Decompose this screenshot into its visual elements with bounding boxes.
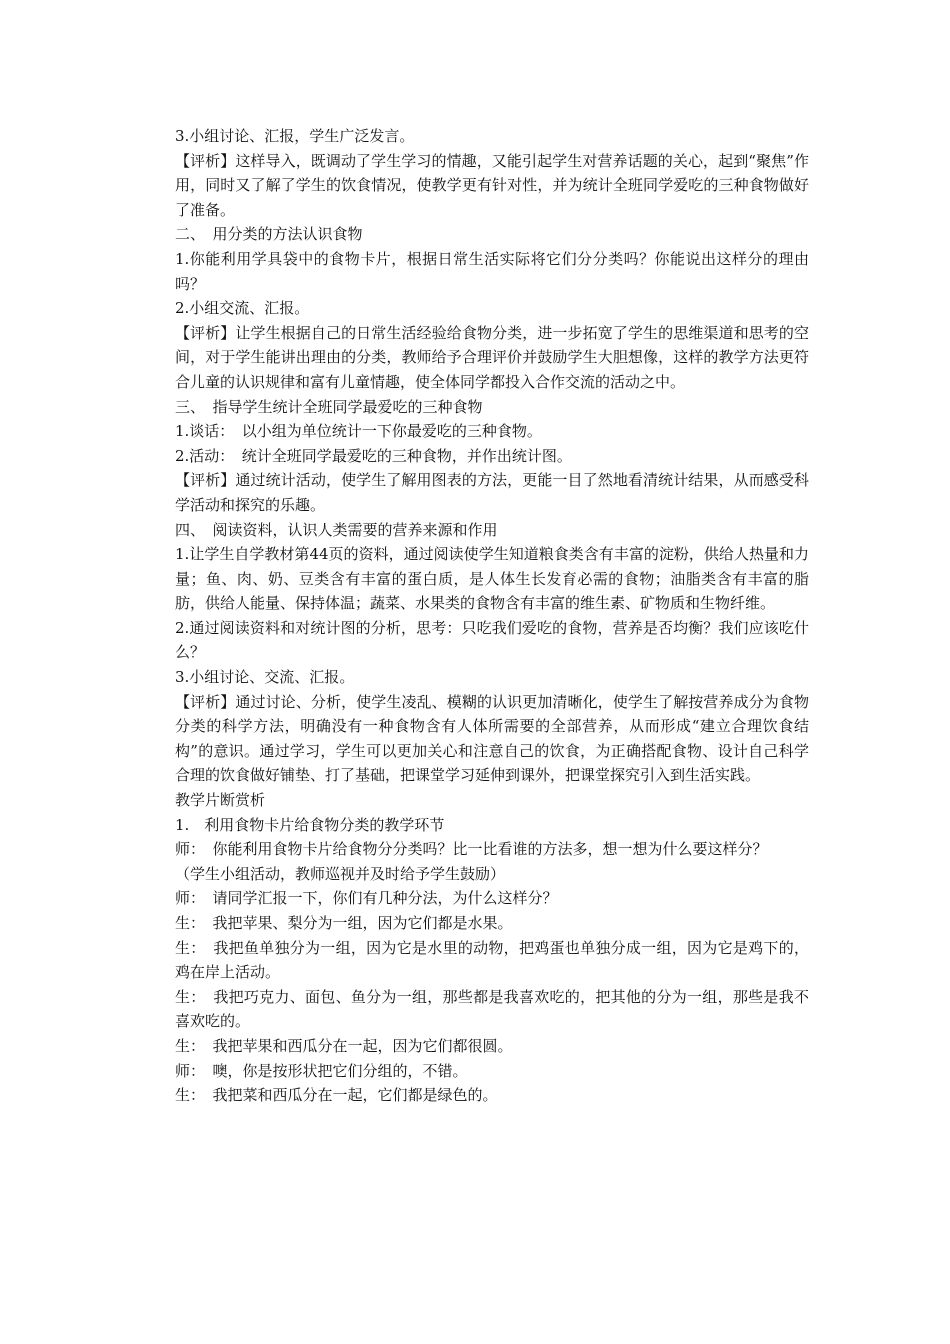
- dialogue-note: （学生小组活动，教师巡视并及时给予学生鼓励）: [175, 864, 506, 883]
- paragraph-think-balance: 2.通过阅读资料和对统计图的分析，思考：只吃我们爱吃的食物，营养是否均衡？我们应该吃什么？: [175, 618, 809, 662]
- dialogue-line: 生： 我把苹果、梨分为一组，因为它们都是水果。: [175, 914, 513, 932]
- dialogue-line: 师： 噢，你是按形状把它们分组的，不错。: [175, 1061, 468, 1080]
- paragraph-self-study: 1.让学生自学教材第44页的资料，通过阅读使学生知道粮食类含有丰富的淀粉，供给人热量和力量；鱼、肉、奶、豆类含有丰富的蛋白质，是人体生长发育必需的食物；油脂类含有丰富的脂肪，供给人能量、保持体温；蔬菜、水果类的食物含有丰富的维生素、矿物质和生物纤维。: [175, 545, 809, 613]
- paragraph-evaluation-classify: 【评析】让学生根据自己的日常生活经验给食物分类，进一步拓宽了学生的思维渠道和思考的空间，对于学生能讲出理由的分类，教师给予合理评价并鼓励学生大胆想像，这样的教学方法更符合儿童的认识规律和富有儿童情趣，使全体同学都投入合作交流的活动之中。: [175, 323, 809, 391]
- dialogue-line: 师： 请同学汇报一下，你们有几种分法，为什么这样分？: [175, 889, 558, 908]
- section-heading-4: 四、 阅读资料，认识人类需要的营养来源和作用: [175, 520, 498, 539]
- paragraph-activity: 2.活动： 统计全班同学最爱吃的三种食物，并作出统计图。: [175, 446, 572, 465]
- dialogue-line: 生： 我把苹果和西瓜分在一起，因为它们都很圆。: [175, 1036, 513, 1055]
- dialogue-line: 师： 你能利用食物卡片给食物分分类吗？比一比看谁的方法多，想一想为什么要这样分？: [175, 840, 768, 859]
- paragraph-talk: 1.谈话： 以小组为单位统计一下你最爱吃的三种食物。: [175, 422, 542, 441]
- section-heading-3: 三、 指导学生统计全班同学最爱吃的三种食物: [175, 397, 483, 416]
- dialogue-line: 生： 我把鱼单独分为一组，因为它是水里的动物，把鸡蛋也单独分成一组，因为它是鸡下的，鸡在岸上活动。: [175, 938, 809, 982]
- paragraph-group-discussion: 3.小组讨论、交流、汇报。: [175, 668, 355, 687]
- paragraph-group-exchange: 2.小组交流、汇报。: [175, 299, 310, 318]
- dialogue-line: 生： 我把菜和西瓜分在一起，它们都是绿色的。: [175, 1086, 498, 1105]
- paragraph-evaluation-statistics: 【评析】通过统计活动，使学生了解用图表的方法，更能一目了然地看清统计结果，从而感受科学活动和探究的乐趣。: [175, 471, 809, 514]
- dialogue-line: 生： 我把巧克力、面包、鱼分为一组，那些都是我喜欢吃的，把其他的分为一组，那些是我不喜欢吃的。: [175, 987, 809, 1031]
- paragraph-excerpt-1-title: 1. 利用食物卡片给食物分类的教学环节: [175, 815, 445, 834]
- paragraph-evaluation-nutrition: 【评析】通过讨论、分析，使学生凌乱、模糊的认识更加清晰化，使学生了解按营养成分为食物分类的科学方法，明确没有一种食物含有人体所需要的全部营养，从而形成“建立合理饮食结构”的意识。通过学习，学生可以更加关心和注意自己的饮食，为正确搭配食物、设计自己科学合理的饮食做好铺垫、打了基础，把课堂学习延伸到课外，把课堂探究引入到生活实践。: [175, 692, 809, 785]
- paragraph-classify-question: 1.你能利用学具袋中的食物卡片，根据日常生活实际将它们分分类吗？你能说出这样分的理由吗？: [175, 249, 809, 293]
- section-heading-teaching-excerpt: 教学片断赏析: [175, 791, 266, 810]
- paragraph-discussion-report: 3.小组讨论、汇报，学生广泛发言。: [175, 127, 415, 145]
- section-heading-2: 二、 用分类的方法认识食物: [175, 225, 363, 244]
- paragraph-evaluation-intro: 【评析】这样导入，既调动了学生学习的情趣，又能引起学生对营养话题的关心，起到“聚焦”作用，同时又了解了学生的饮食情况，使教学更有针对性，并为统计全班同学爱吃的三种食物做好了准备。: [175, 151, 809, 219]
- document-body: [175, 124, 809, 1108]
